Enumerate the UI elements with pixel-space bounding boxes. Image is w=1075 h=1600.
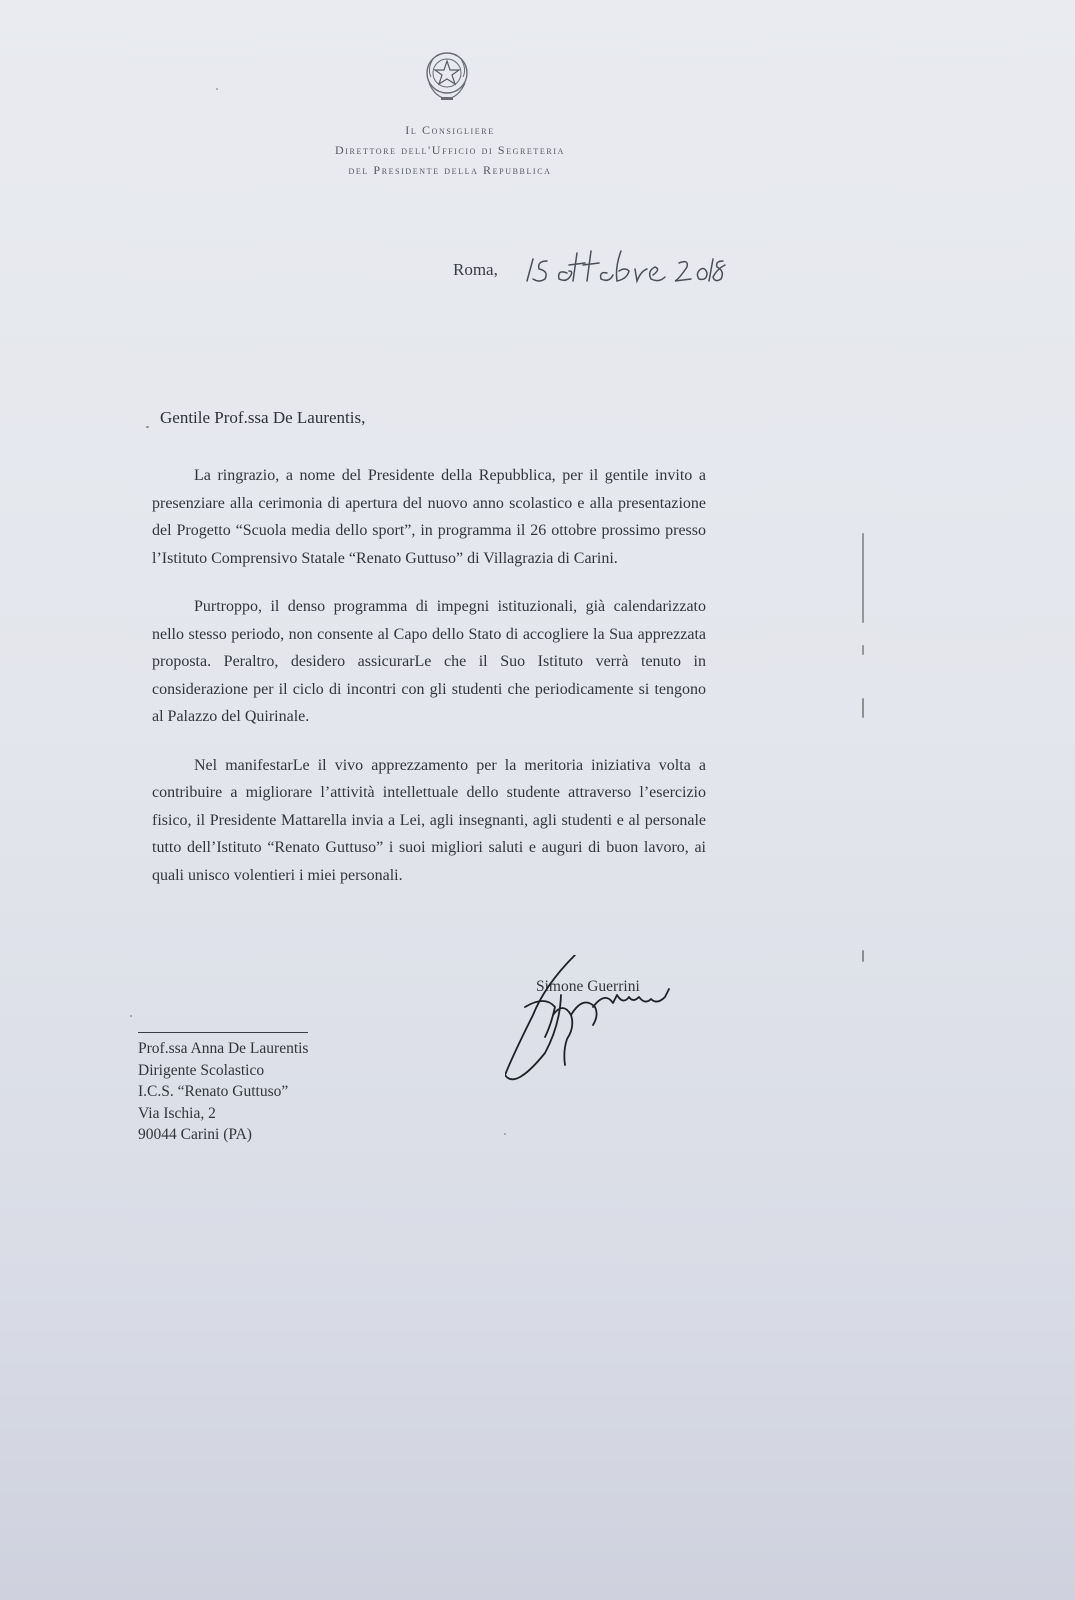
- paper-mark: [130, 1015, 132, 1017]
- paper-mark: [862, 698, 864, 718]
- handwritten-signature: [505, 955, 685, 1085]
- signatory-name: Simone Guerrini: [536, 978, 640, 995]
- recipient-address: [138, 1038, 308, 1146]
- handwritten-date: [519, 247, 729, 287]
- salutation: Gentile Prof.ssa De Laurentis,: [160, 408, 366, 427]
- letterhead: [270, 120, 630, 180]
- body-paragraph-1: La ringrazio, a nome del Presidente della Repubblica, per il gentile invito a presenziare alla cerimonia di apertura del nuovo anno scolastico e alla presentazione del Progetto “Scuola media dello sport”, in programma il 26 ottobre prossimo presso l’Istituto Comprensivo Statale “Renato Guttuso” di Villagrazia di Carini.: [152, 467, 706, 567]
- address-rule: [138, 1032, 308, 1033]
- letterhead-line-2: Direttore dell'Ufficio di Segreteria: [335, 143, 565, 157]
- paper-mark: [862, 645, 864, 655]
- body-paragraph-3: Nel manifestarLe il vivo apprezzamento per la meritoria iniziativa volta a contribuire a migliorare l’attività intellettuale dello studente attraverso l’esercizio fisico, il Presidente Mattarella invia a Lei, agli insegnanti, agli studenti e al personale tutto dell’Istituto “Renato Guttuso” i suoi migliori saluti e auguri di buon lavoro, ai quali unisco volentieri i miei personali.: [152, 756, 706, 884]
- paper-mark: [862, 533, 864, 623]
- paper-mark: [504, 1133, 506, 1135]
- recipient-role: Dirigente Scolastico: [138, 1061, 265, 1079]
- date-city: Roma,: [453, 260, 498, 279]
- letter-body: [152, 462, 706, 910]
- paper-mark: [862, 950, 864, 962]
- recipient-name: Prof.ssa Anna De Laurentis: [138, 1040, 309, 1057]
- emblem-of-italy-icon: [421, 47, 473, 103]
- paper-mark: [216, 88, 218, 90]
- recipient-school: I.C.S. “Renato Guttuso”: [138, 1083, 289, 1100]
- body-paragraph-2: Purtroppo, il denso programma di impegni istituzionali, già calendarizzato nello stesso periodo, non consente al Capo dello Stato di accogliere la Sua apprezzata proposta. Peraltro, desidero assicurarLe che il Suo Istituto verrà tenuto in considerazione per il ciclo di incontri con gli studenti che periodicamente si tengono al Palazzo del Quirinale.: [152, 598, 706, 725]
- letterhead-line-1: Il Consigliere: [405, 123, 495, 137]
- recipient-street: Via Ischia, 2: [138, 1104, 216, 1122]
- recipient-city: 90044 Carini (PA): [138, 1126, 252, 1143]
- paper-mark: [146, 426, 149, 428]
- letterhead-line-3: del Presidente della Repubblica: [348, 163, 552, 177]
